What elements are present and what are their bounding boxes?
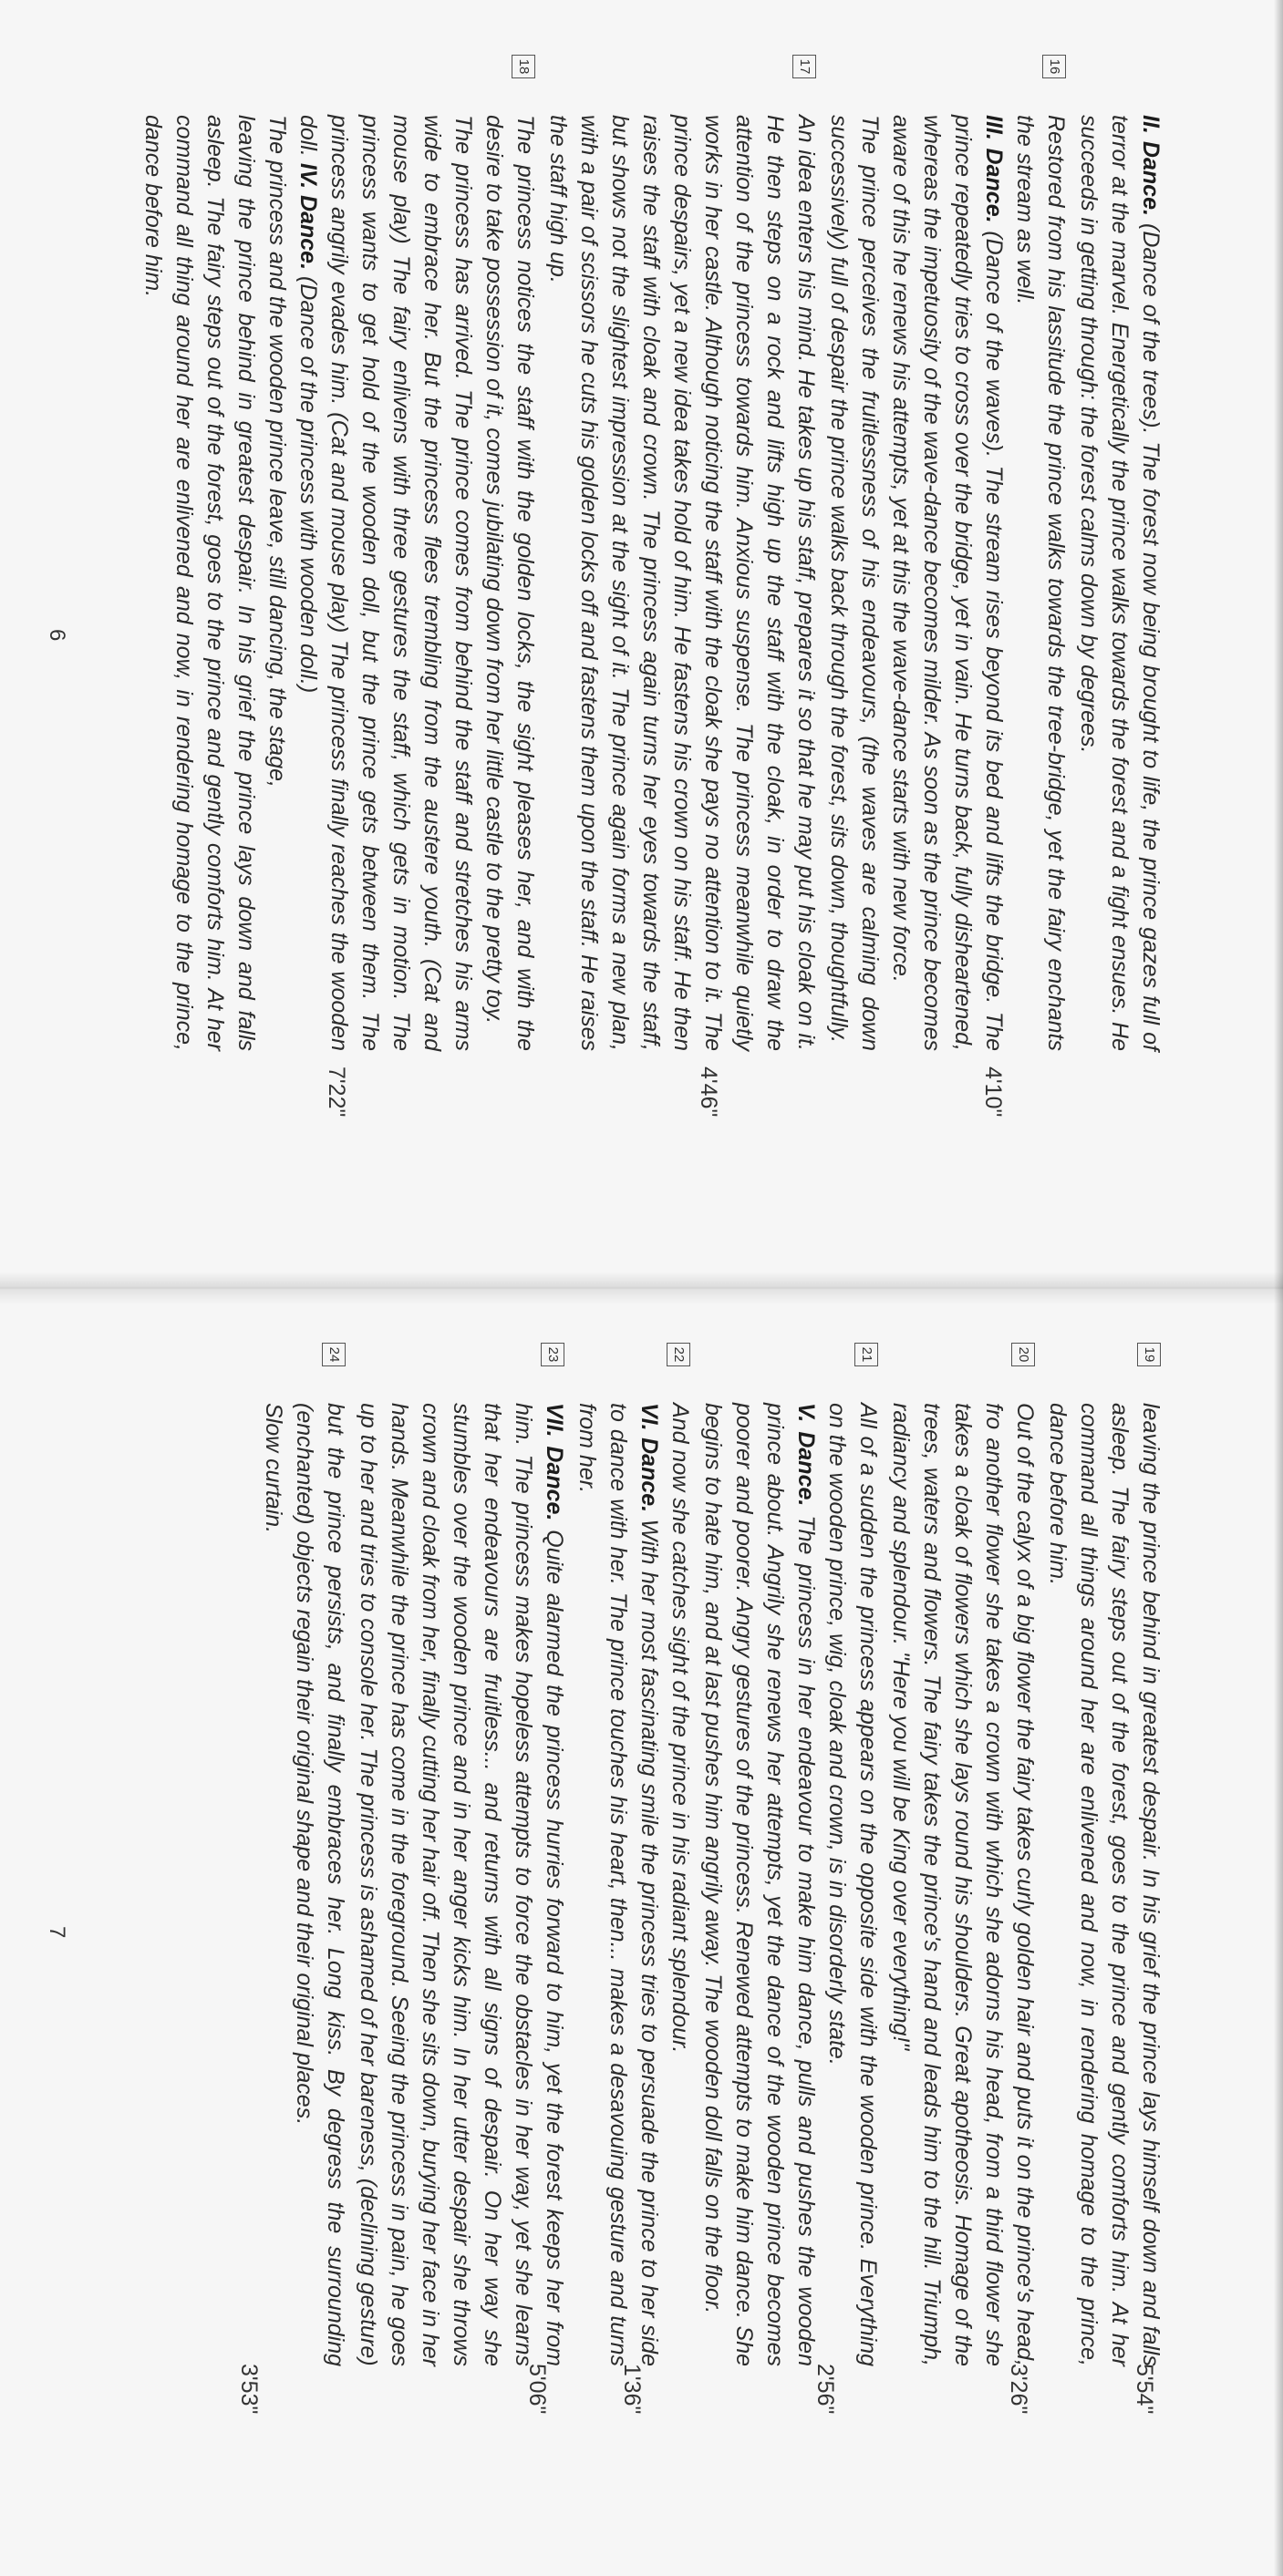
left-page-text-column bbox=[109, 55, 1166, 1051]
cue-entry-22 bbox=[572, 1343, 696, 2366]
paragraph: but the prince persists, and finally embraces her. Long kiss. By degress the surrounding (enchanted) objects regain their original shape and their original places. bbox=[292, 1403, 348, 2366]
cue-entry-17 bbox=[543, 55, 822, 1051]
cue-number-box: 18 bbox=[512, 55, 535, 78]
timing-16: 4'10" bbox=[980, 1066, 1006, 1118]
cue-entry-16 bbox=[823, 55, 1071, 1051]
paragraph: Restored from his lassitude the prince walks towards the tree-bridge, yet the fairy enchants the stream as well. bbox=[1012, 115, 1069, 1051]
page-number-seven: 7 bbox=[45, 1926, 69, 1939]
timing-21: 2'56" bbox=[812, 2364, 838, 2415]
paragraph-text: (Dance of the waves). The stream rises beyond its bed and lifts the bridge. The prince repeatedly tries to cross over the bridge, yet in vain. He turns back, fully disheartened, whereas the impetuosity of the wave-dance becomes milder. As soon as the prince becomes aware of this he renews his attempts, yet at this the wave-dance starts with new force. bbox=[888, 115, 1007, 1051]
cue-entry-23 bbox=[353, 1343, 570, 2366]
timing-24: 3'53" bbox=[236, 2364, 262, 2415]
timing-22: 1'36" bbox=[619, 2364, 645, 2415]
paragraph: The princess and the wooden prince leave, still dancing, the stage, bbox=[264, 115, 290, 788]
cue-number-box: 19 bbox=[1137, 1343, 1161, 1366]
paragraph: Out of the calyx of a big flower the fairy takes curly golden hair and puts it on the prince's head, fro another flower she takes a crown with which she adorns his head, from a third flower she takes a cloak of flowers which she lays round his shoulders. Great apotheosis. Homage of the trees, waters and flowers. The fairy takes the prince's hand and leads him to the hill. Triumph, radiancy and splendour. "Here you will be King over everything!" bbox=[888, 1403, 1038, 2366]
paragraph-text: (Dance of the trees). The forest now being brought to life, the prince gazes full of terror at the marvel. Energetically the prince walks towards the forest and a fight ensues. He succeeds in getting through: the forest calms down by degrees. bbox=[1076, 115, 1164, 1052]
dance-heading: III. Dance. bbox=[981, 115, 1007, 223]
paragraph: All of a sudden the princess appears on the opposite side with the wooden prince. Everything on the wooden prince, wig, cloak and crown, is in disorderly state. bbox=[824, 1403, 881, 2366]
paragraph bbox=[885, 115, 1009, 1051]
dance-heading: V. Dance. bbox=[793, 1403, 819, 1507]
paragraph bbox=[293, 115, 479, 1051]
timing-17: 4'46" bbox=[696, 1066, 721, 1118]
paragraph-text: The princess in her endeavour to make him dance, pulls and pushes the wooden prince about. Angrily she renews her attempts, yet the dance of the wooden prince becomes poorer and poorer. Angry gestures of the princess. Renewed attempts to make him dance. She begins to hate him, and at last pushes him angrily away. The wooden doll falls on the floor. bbox=[700, 1403, 819, 2366]
cue-entry-21 bbox=[698, 1343, 884, 2366]
paragraph: And now she catches sight of the prince in his radiant splendour. bbox=[667, 1403, 693, 2054]
paragraph-text: With her most fascinating smile the princess tries to persuade the prince to her side to dance with her. The prince touches his heart, then... makes a desavouing gesture and turns from her. bbox=[574, 1403, 662, 2366]
paragraph: leaving the prince behind in greatest despair. In his grief the prince lays down and falls asleep. The fairy steps out of the forest, goes to the prince and gently comforts him. At her command all thing around her are enlivened and now, in rendering homage to the prince, dance before him. bbox=[140, 115, 259, 1051]
dance-heading: IV. Dance. bbox=[295, 156, 321, 271]
paragraph bbox=[698, 1403, 822, 2366]
cue-entry-20 bbox=[885, 1343, 1040, 2366]
timing-20: 3'26" bbox=[1006, 2364, 1031, 2415]
timing-19: 5'54" bbox=[1132, 2364, 1157, 2415]
cue-number-box: 20 bbox=[1011, 1343, 1035, 1366]
paragraph-text: (Dance of the princess with wooden doll.) bbox=[295, 270, 321, 694]
dance-heading: VI. Dance. bbox=[636, 1403, 662, 1513]
cue-number-box: 23 bbox=[541, 1343, 564, 1366]
cue-entry-24 bbox=[258, 1343, 351, 2366]
page-number-six: 6 bbox=[45, 629, 69, 642]
paragraph-text: The princess has arrived. The prince comes from behind the staff and stretches his arms wide to embrace her. But the princess flees trembling from the austere youth. (Cat and mouse play) The fairy enlivens with three gestures the staff, which gets in motion. The princess wants to get hold of the wooden doll, but the prince gets between them. The princess angrily evades him. (Cat and mouse play) The princess finally reaches the wooden doll. bbox=[295, 115, 476, 1051]
timing-18: 7'22" bbox=[324, 1066, 349, 1118]
paragraph: The princess notices the staff with the golden locks, the sight pleases her, and with the desire to take possession of it, comes jubilating down from her little castle to the pretty toy. bbox=[481, 115, 538, 1051]
paragraph: Slow curtain. bbox=[261, 1403, 286, 1534]
paragraph-text: Quite alarmed the princess hurries forward to him, yet the forest keeps her from him. The princess makes hopeless attempts to force the obstacles in her way, yet she learns that her endeavours are fruitless... and returns with all signs of despair. On her way she stumbles over the wooden prince and in her anger kicks him. In her utter despair she throws crown and cloak from her, finally cutting her hair off. Then she sits down, burying her face in her hands. Meanwhile the prince has come in the foreground. Seeing the princess in pain, he goes up to her and tries to console her. The princess is ashamed of her bareness, (declining gesture) bbox=[356, 1403, 567, 2366]
paragraph: leaving the prince behind in greatest despair. In his grief the prince lays himself down and falls asleep. The fairy steps out of the forest, goes to the prince and gently comforts him. At her command all things around her are enlivened and now, in rendering homage to the prince, dance before him. bbox=[1045, 1403, 1164, 2366]
paragraph: An idea enters his mind. He takes up his staff, prepares it so that he may put his cloak on it. He then steps on a rock and lifts high up the staff with the cloak, in order to draw the attention of the princess towards him. Anxious suspense. The princess meanwhile quietly works in her castle. Although noticing the staff with the cloak she pays no attention to it. The prince despairs, yet a new idea takes hold of him. He fastens his crown on his staff. He then raises the staff with cloak and crown. The princess again turns her eyes towards the staff, but shows not the slightest impression at the sight of it. The prince again forms a new plan, with a pair of scissors he cuts his golden locks off and fastens them upon the staff. He raises the staff high up. bbox=[545, 115, 819, 1051]
right-page-text-column bbox=[109, 1343, 1166, 2366]
intro-paragraph bbox=[1073, 115, 1166, 1051]
dance-heading: II. Dance. bbox=[1138, 115, 1164, 216]
timing-23: 5'06" bbox=[524, 2364, 550, 2415]
dance-heading: VII. Dance. bbox=[542, 1403, 567, 1521]
intro-entry bbox=[1073, 55, 1166, 1051]
page-seven bbox=[0, 1288, 1283, 2576]
cue-number-box: 17 bbox=[792, 55, 816, 78]
cue-number-box: 16 bbox=[1042, 55, 1066, 78]
cue-entry-18 bbox=[138, 55, 541, 1051]
cue-entry-19 bbox=[1042, 1343, 1166, 2366]
cue-number-box: 24 bbox=[322, 1343, 346, 1366]
paragraph: The prince perceives the fruitlessness of his endeavours, (the waves are calming down successively) full of despair the prince walks back through the forest, sits down, thoughtfully. bbox=[826, 115, 883, 1051]
cue-number-box: 21 bbox=[854, 1343, 878, 1366]
paragraph bbox=[353, 1403, 570, 2366]
cue-number-box: 22 bbox=[667, 1343, 690, 1366]
paragraph bbox=[572, 1403, 665, 2366]
